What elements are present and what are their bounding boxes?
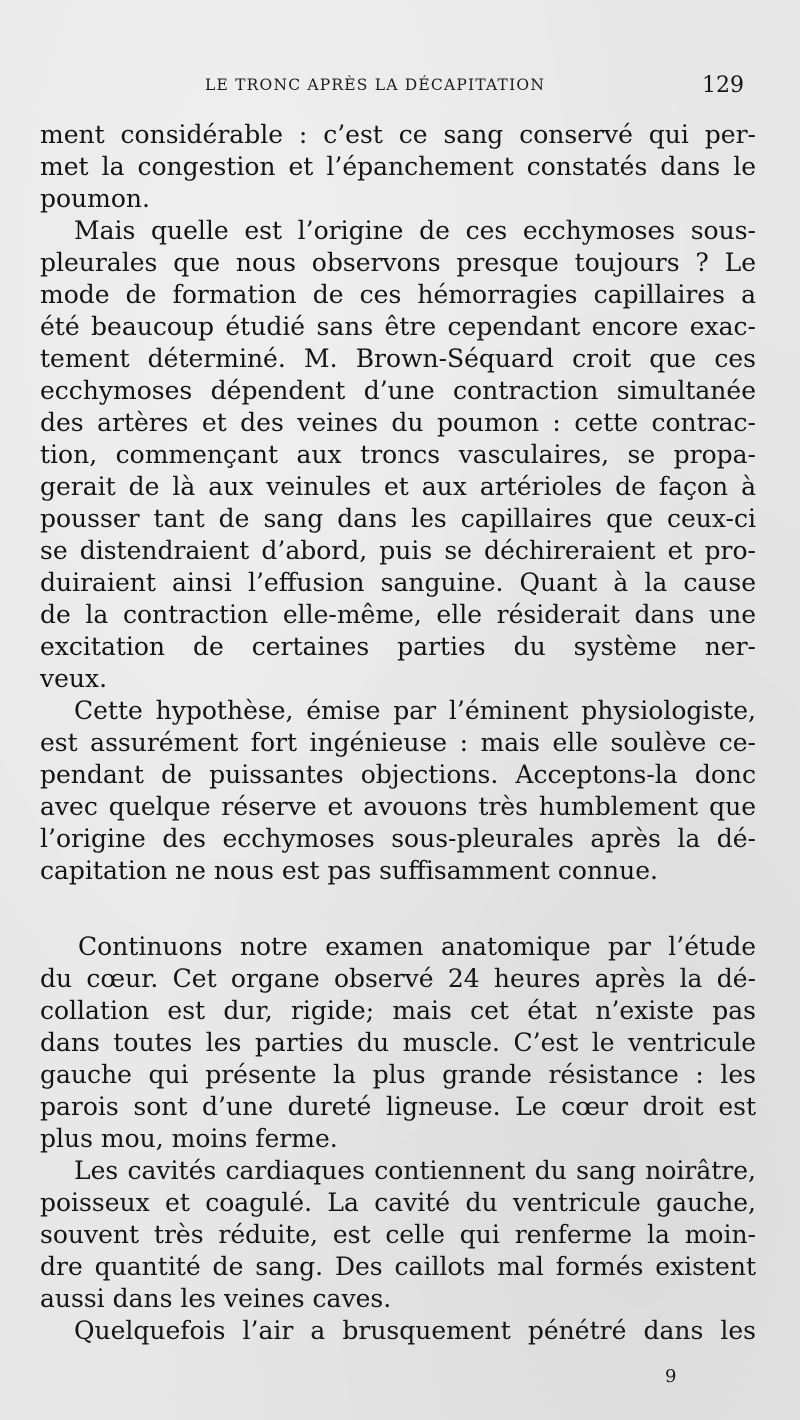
text-line: gauche qui présente la plus grande résistance : les <box>40 1060 756 1089</box>
paragraph <box>40 215 756 695</box>
text-line: souvent très réduite, est celle qui renferme la moin- <box>40 1220 756 1249</box>
text-line: aussi dans les veines caves. <box>40 1284 392 1313</box>
text-line: Mais quelle est l’origine de ces ecchymoses sous- <box>74 216 756 245</box>
running-title: LE TRONC APRÈS LA DÉCAPITATION <box>205 76 546 94</box>
text-line: mode de formation de ces hémorragies capillaires a <box>40 280 756 309</box>
paragraph <box>40 1155 756 1315</box>
text-line: Quelquefois l’air a brusquement pénétré dans les <box>74 1316 756 1345</box>
text-line: collation est dur, rigide; mais cet état n’existe pas <box>40 996 756 1025</box>
section-break <box>40 887 756 931</box>
text-line: duiraient ainsi l’effusion sanguine. Quant à la cause <box>40 568 756 597</box>
paragraph <box>40 1315 756 1347</box>
text-line: Continuons notre examen anatomique par l’étude <box>78 932 756 961</box>
text-line: pousser tant de sang dans les capillaires que ceux-ci <box>40 504 756 533</box>
text-line: pendant de puissantes objections. Acceptons-la donc <box>40 760 756 789</box>
text-line: du cœur. Cet organe observé 24 heures après la dé- <box>40 964 756 993</box>
text-line: poumon. <box>40 184 150 213</box>
text-line: tion, commençant aux troncs vasculaires, se propa- <box>40 440 756 469</box>
text-line: l’origine des ecchymoses sous-pleurales après la dé- <box>40 824 756 853</box>
text-line: tement déterminé. M. Brown-Séquard croit que ces <box>40 344 756 373</box>
page-number: 129 <box>702 73 744 98</box>
text-line: de la contraction elle-même, elle résiderait dans une <box>40 600 756 629</box>
text-line: des artères et des veines du poumon : cette contrac- <box>40 408 756 437</box>
text-line: avec quelque réserve et avouons très humblement que <box>40 792 756 821</box>
text-line: est assurément fort ingénieuse : mais elle soulève ce- <box>40 728 756 757</box>
text-line: dans toutes les parties du muscle. C’est le ventricule <box>40 1028 756 1057</box>
paragraph <box>40 695 756 887</box>
text-line: parois sont d’une dureté ligneuse. Le cœur droit est <box>40 1092 756 1121</box>
signature-mark: 9 <box>665 1366 677 1387</box>
text-line: gerait de là aux veinules et aux artérioles de façon à <box>40 472 756 501</box>
text-line: pleurales que nous observons presque toujours ? Le <box>40 248 756 277</box>
text-line: Les cavités cardiaques contiennent du sang noirâtre, <box>74 1156 756 1185</box>
page-header <box>0 73 800 102</box>
text-line: poisseux et coagulé. La cavité du ventricule gauche, <box>40 1188 756 1217</box>
text-line: été beaucoup étudié sans être cependant encore exac- <box>40 312 756 341</box>
text-line: Cette hypothèse, émise par l’éminent physiologiste, <box>74 696 756 725</box>
text-line: se distendraient d’abord, puis se déchireraient et pro- <box>40 536 756 565</box>
text-line: veux. <box>40 664 108 693</box>
text-line: capitation ne nous est pas suffisamment connue. <box>40 856 658 885</box>
paragraph <box>40 931 756 1155</box>
body-text <box>40 119 756 1347</box>
text-line: ment considérable : c’est ce sang conservé qui per- <box>40 120 756 149</box>
paragraph <box>40 119 756 215</box>
text-line: ecchymoses dépendent d’une contraction simultanée <box>40 376 756 405</box>
text-line: excitation de certaines parties du système ner- <box>40 632 756 661</box>
text-line: plus mou, moins ferme. <box>40 1124 338 1153</box>
text-line: dre quantité de sang. Des caillots mal formés existent <box>40 1252 756 1281</box>
text-line: met la congestion et l’épanchement constatés dans le <box>40 152 756 181</box>
